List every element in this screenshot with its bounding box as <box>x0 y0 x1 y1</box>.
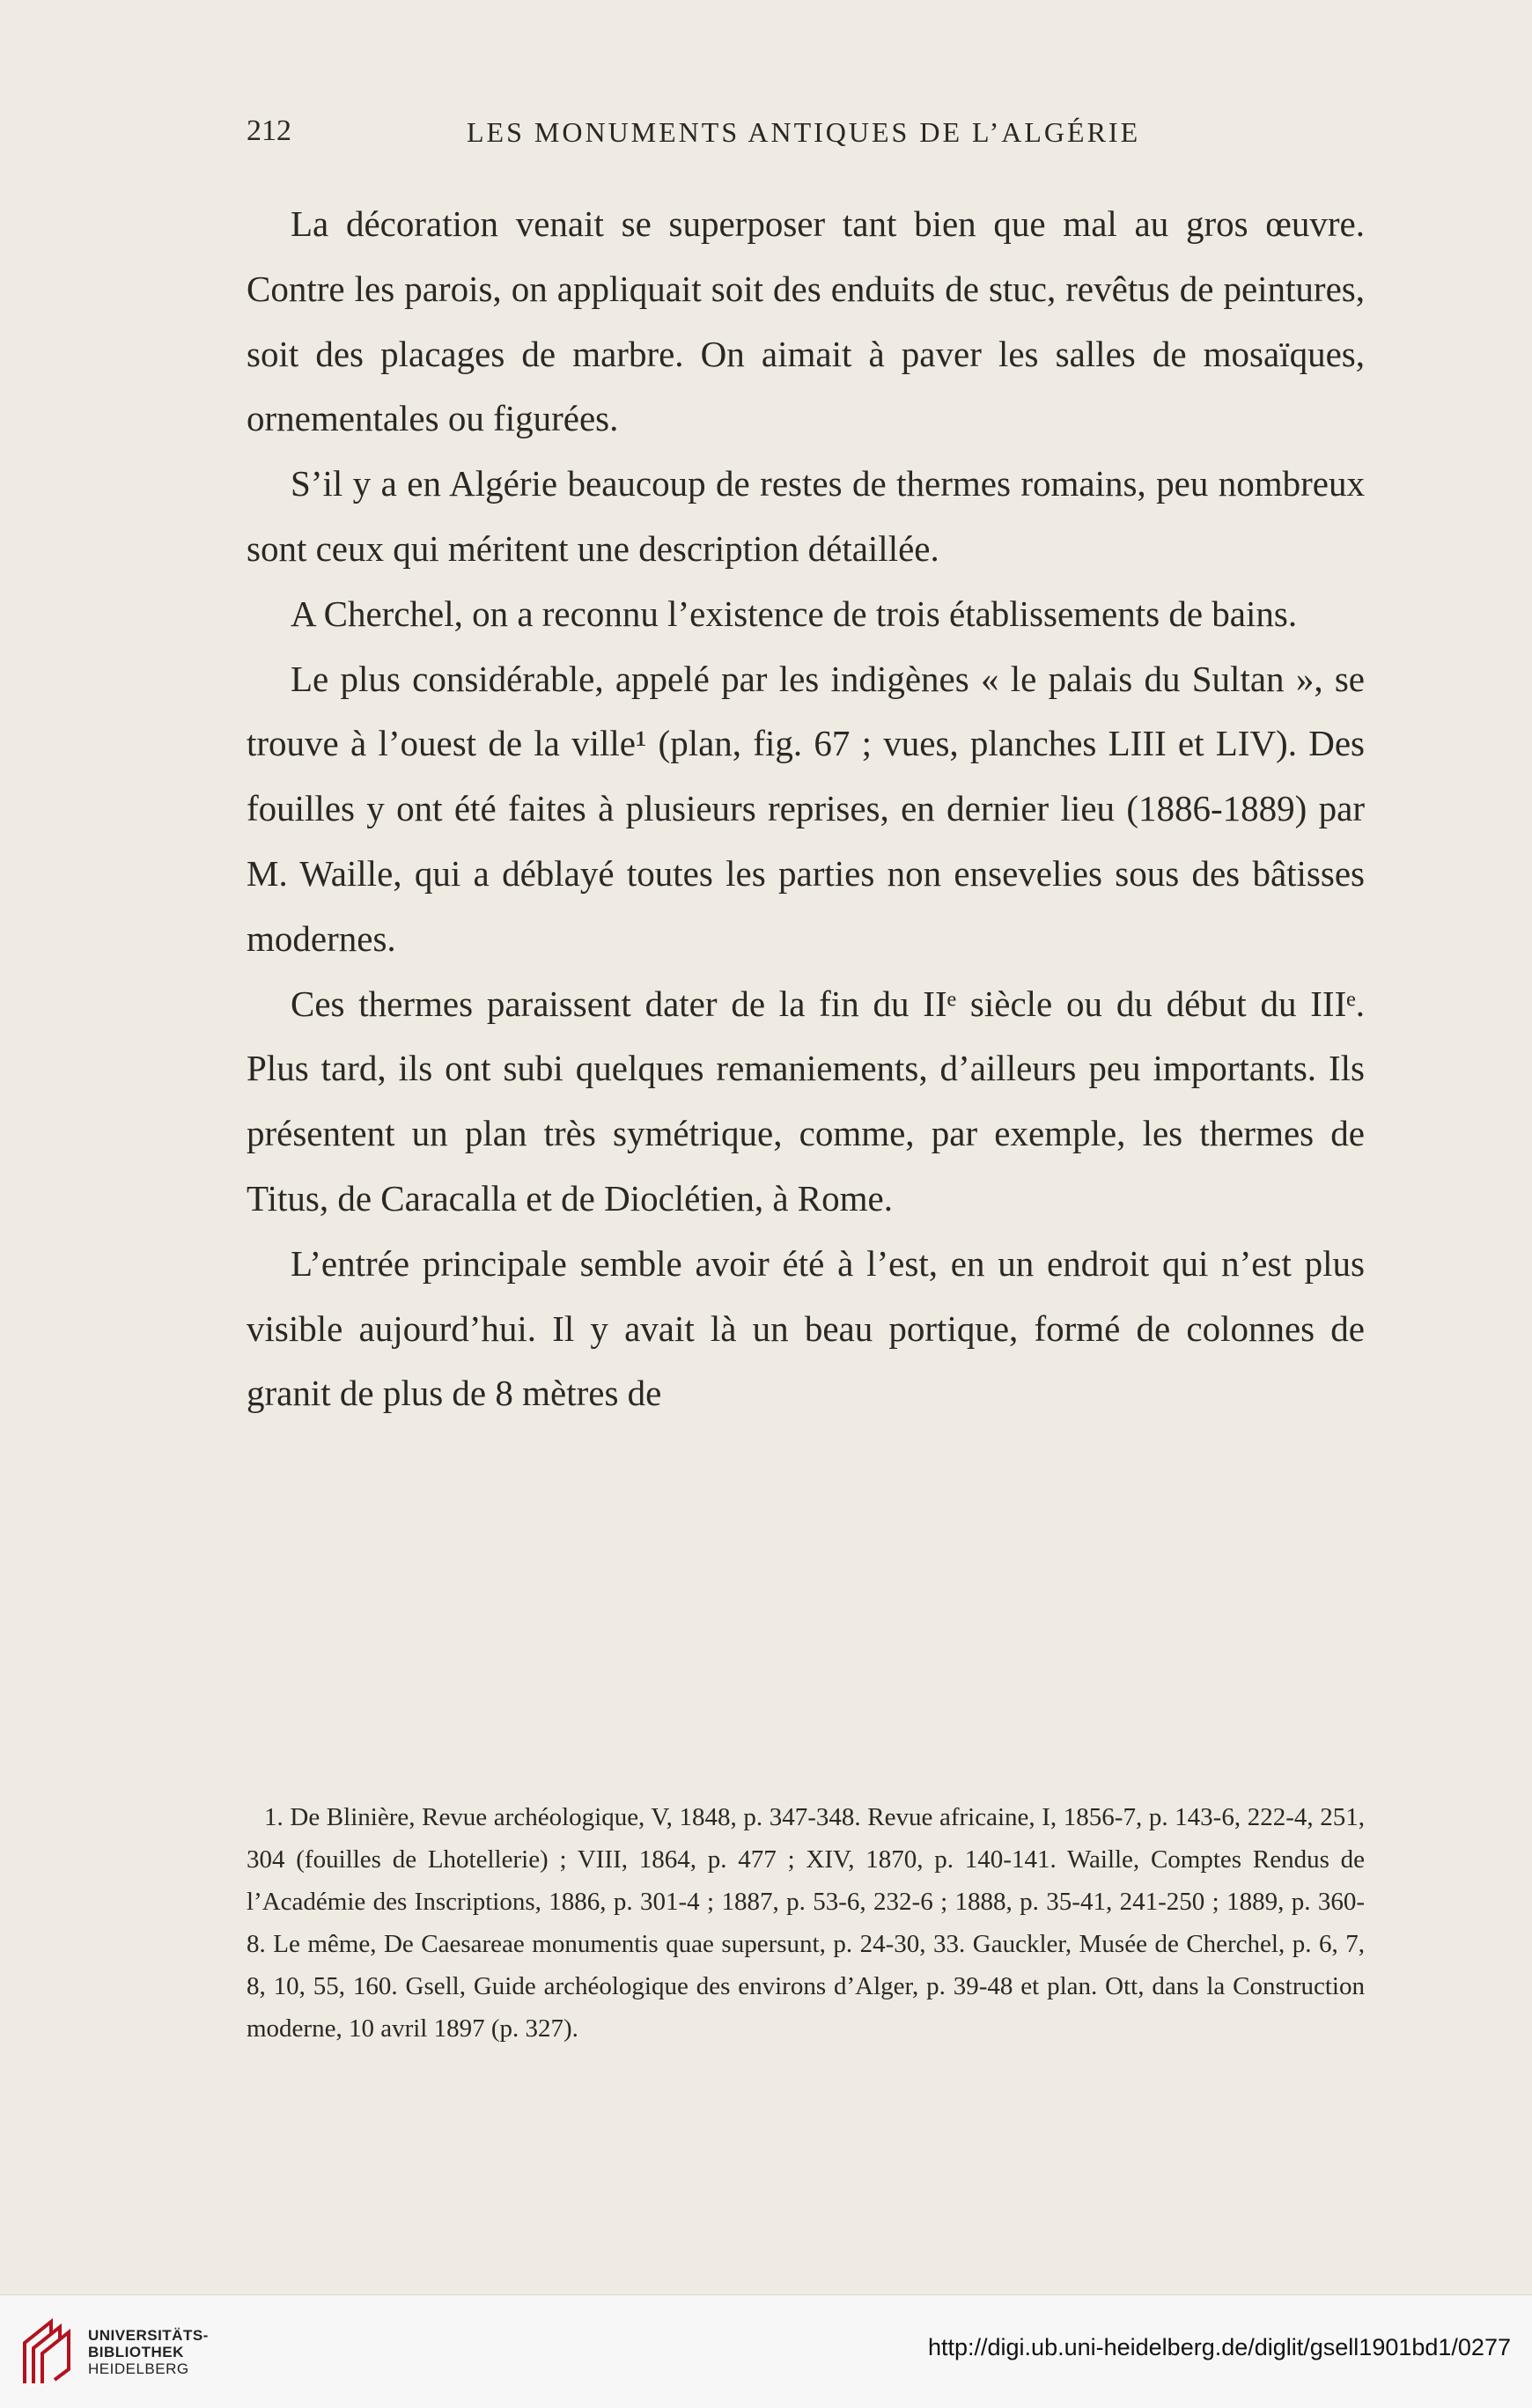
paragraph: Le plus considérable, appelé par les indigènes « le palais du Sultan », se trouve à l’ouest de la ville¹ (plan, fig. 67 ; vues, planches LIII et LIV). Des fouilles y ont été faites à plusieurs reprises, en dernier lieu (1886-1889) par M. Waille, qui a déblayé toutes les parties non ensevelies sous des bâtisses modernes. <box>247 658 1365 959</box>
digitization-footer <box>0 2294 1532 2408</box>
footnotes <box>247 1796 1365 2050</box>
paragraph: A Cherchel, on a reconnu l’existence de trois établissements de bains. <box>291 593 1298 634</box>
library-name-line: BIBLIOTHEK <box>88 2344 184 2360</box>
paragraph: S’il y a en Algérie beaucoup de restes de thermes romains, peu nombreux sont ceux qui méritent une description détaillée. <box>247 463 1365 569</box>
library-name-line: UNIVERSITÄTS- <box>88 2327 209 2344</box>
running-title: LES MONUMENTS ANTIQUES DE L’ALGÉRIE <box>467 116 1141 148</box>
paragraph: Ces thermes paraissent dater de la fin du IIᵉ siècle ou du début du IIIᵉ. Plus tard, ils ont subi quelques remaniements, d’ailleurs peu importants. Ils présentent un plan très symétrique, comme, par exemple, les thermes de Titus, de Caracalla et de Dioclétien, à Rome. <box>247 983 1365 1219</box>
library-name-line: HEIDELBERG <box>88 2360 189 2377</box>
page-number: 212 <box>247 114 291 147</box>
paragraph: L’entrée principale semble avoir été à l’est, en un endroit qui n’est plus visible aujourd’hui. Il y avait là un beau portique, formé de colonnes de granit de plus de 8 mètres de <box>247 1242 1365 1414</box>
body-text <box>247 192 1365 1426</box>
footnote: 1. De Blinière, Revue archéologique, V, 1848, p. 347-348. Revue africaine, I, 1856-7, p. 143-6, 222-4, 251, 304 (fouilles de Lhotellerie) ; VIII, 1864, p. 477 ; XIV, 1870, p. 140-141. Waille, Comptes Rendus de l’Académie des Inscriptions, 1886, p. 301-4 ; 1887, p. 53-6, 232-6 ; 1888, p. 35-41, 241-250 ; 1889, p. 360-8. Le même, De Caesareae monumentis quae supersunt, p. 24-30, 33. Gauckler, Musée de Cherchel, p. 6, 7, 8, 10, 55, 160. Gsell, Guide archéologique des environs d’Alger, p. 39-48 et plan. Ott, dans la Construction moderne, 10 avril 1897 (p. 327). <box>247 1803 1365 2043</box>
library-logo-icon <box>16 2316 77 2387</box>
paragraph: La décoration venait se superposer tant bien que mal au gros œuvre. Contre les parois, on appliquait soit des enduits de stuc, revêtus de peintures, soit des placages de marbre. On aimait à paver les salles de mosaïques, ornementales ou figurées. <box>247 203 1365 439</box>
library-name <box>88 2327 209 2377</box>
running-head <box>247 114 1145 158</box>
permalink-url[interactable]: http://digi.ub.uni-heidelberg.de/diglit/gsell1901bd1/0277 <box>927 2334 1511 2360</box>
